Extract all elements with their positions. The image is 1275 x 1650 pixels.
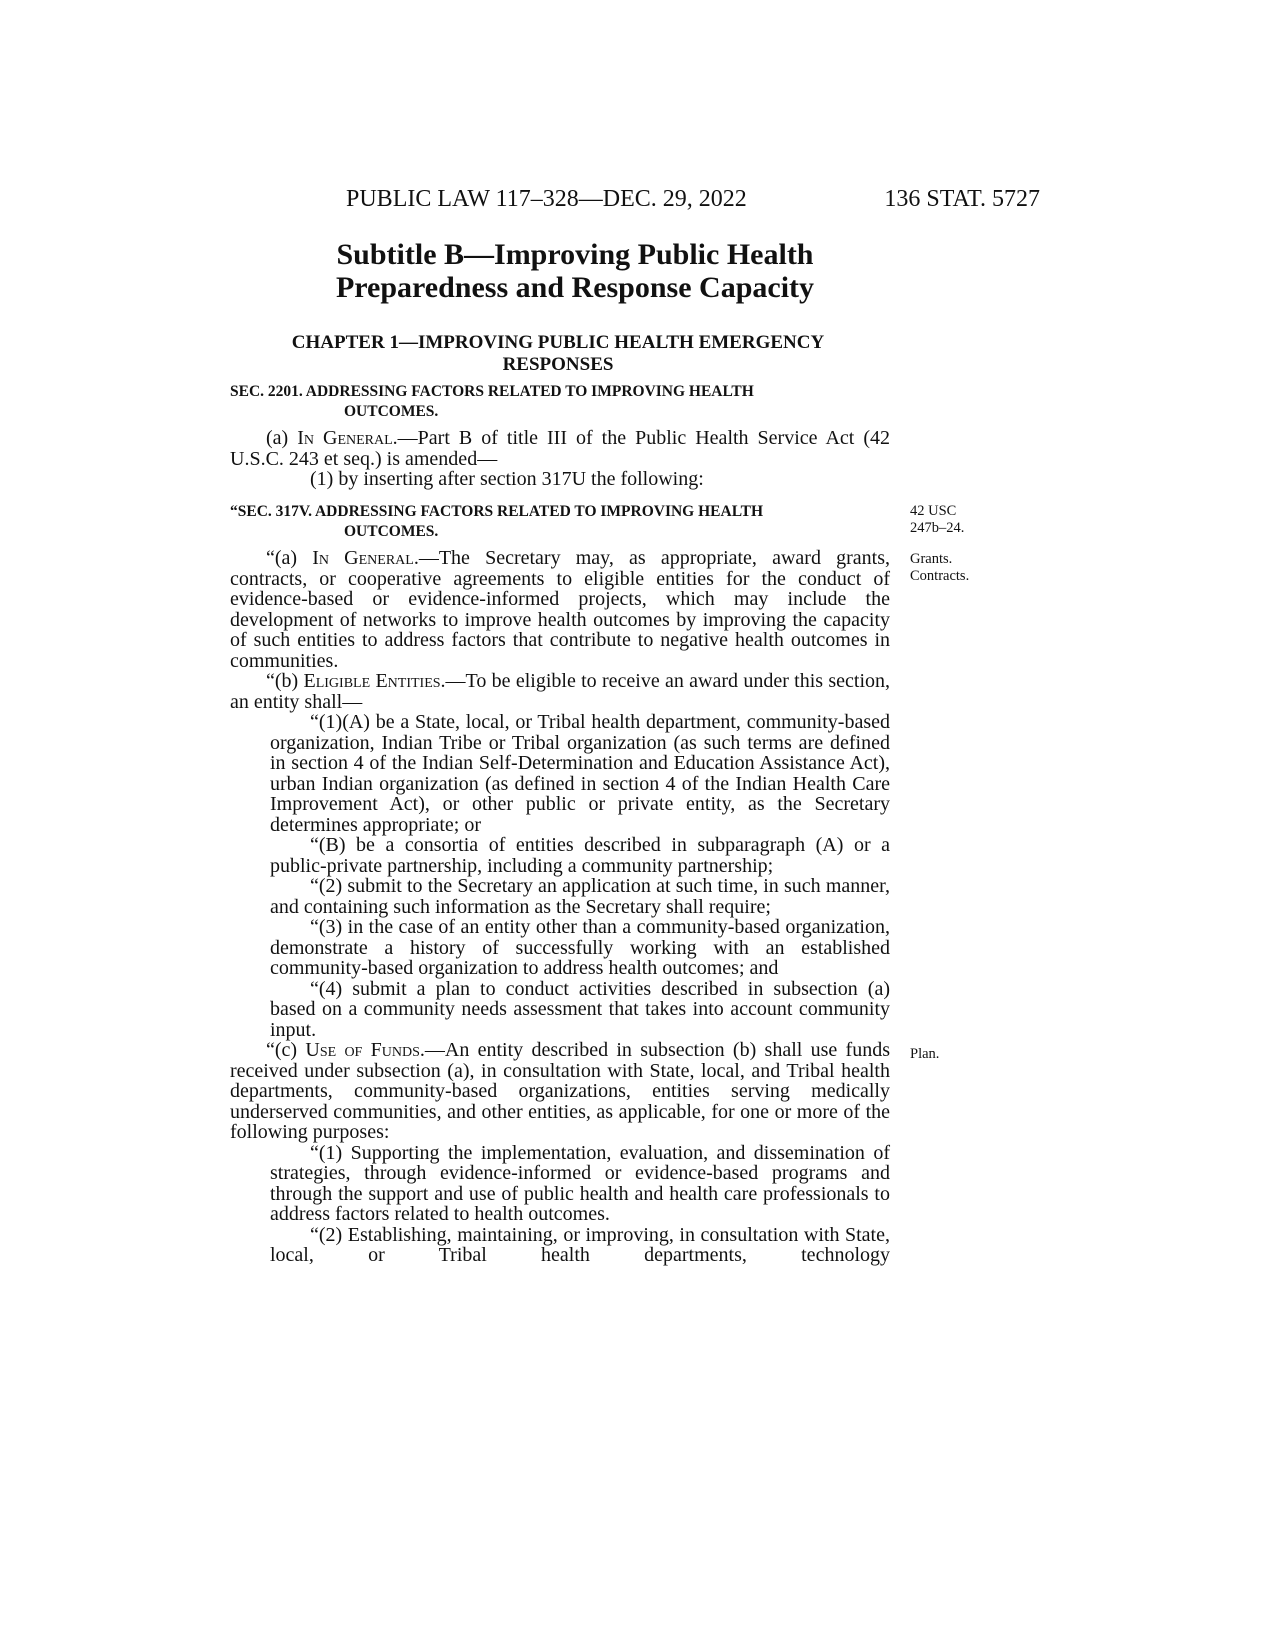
paragraph-c-2: “(2) Establishing, maintaining, or improving, in consultation with State, local, or Tribal health departments, technology bbox=[270, 1223, 890, 1266]
subparagraph-b-B: “(B) be a consortia of entities described in subparagraph (A) or a public-private partnership, including a community partnership; bbox=[270, 834, 890, 877]
paragraph-1-intro: (1) by inserting after section 317U the following: bbox=[310, 468, 704, 490]
section-317v-body bbox=[230, 548, 890, 1266]
chapter-heading bbox=[228, 332, 888, 376]
public-law-citation: PUBLIC LAW 117–328—DEC. 29, 2022 bbox=[346, 186, 747, 212]
chapter-line-1: CHAPTER 1—IMPROVING PUBLIC HEALTH EMERGENCY bbox=[291, 332, 825, 353]
chapter-line-2: RESPONSES bbox=[502, 354, 614, 375]
paragraph-b-4: “(4) submit a plan to conduct activities described in subsection (a) based on a community needs assessment that takes into account community input. bbox=[270, 977, 890, 1041]
usc-margin-note: 42 USC 247b–24. bbox=[910, 503, 965, 536]
section-317v-line-1: “SEC. 317V. ADDRESSING FACTORS RELATED TO IMPROVING HEALTH bbox=[230, 503, 764, 520]
paragraph-b-2: “(2) submit to the Secretary an application at such time, in such manner, and containing such information as the Secretary shall require; bbox=[270, 875, 890, 918]
paragraph-c-1: “(1) Supporting the implementation, evaluation, and dissemination of strategies, through evidence-informed or evidence-based programs and through the support and use of public health and health care professionals to address factors related to health outcomes. bbox=[270, 1141, 890, 1225]
subsection-b: “(b) Eligible Entities.—To be eligible to receive an award under this section, an entity shall— bbox=[230, 670, 890, 713]
section-317v-line-2: OUTCOMES. bbox=[344, 523, 439, 540]
paragraph-b-1-A: “(1)(A) be a State, local, or Tribal health department, community-based organization, Indian Tribe or Tribal organization (as such terms are defined in section 4 of the Indian Self-Determination and Education Assistance Act), urban Indian organization (as defined in section 4 of the Indian Health Care Improvement Act), or other public or private entity, as the Secretary determines appropriate; or bbox=[270, 711, 890, 836]
subsection-c: “(c) Use of Funds.—An entity described in subsection (b) shall use funds received under subsection (a), in consultation with State, local, and Tribal health departments, community-based organizations, entities serving medically underserved communities, and other entities, as applicable, for one or more of the following purposes: bbox=[230, 1039, 891, 1143]
subsection-a: “(a) In General.—The Secretary may, as appropriate, award grants, contracts, or cooperative agreements to eligible entities for the conduct of evidence-based or evidence-informed projects, which may include the development of networks to improve health outcomes by improving the capacity of such entities to address factors that contribute to negative health outcomes in communities. bbox=[230, 547, 890, 672]
subsection-a-intro: (a) In General.—Part B of title III of the Public Health Service Act (42 U.S.C. 243 et seq.) is amended— bbox=[230, 427, 890, 470]
running-header bbox=[300, 186, 1040, 216]
amendment-intro bbox=[230, 428, 890, 490]
section-317v-heading bbox=[230, 502, 890, 542]
stat-page-number: 136 STAT. 5727 bbox=[884, 186, 1040, 212]
subtitle-heading bbox=[230, 238, 920, 304]
section-2201-heading bbox=[230, 382, 890, 422]
paragraph-b-3: “(3) in the case of an entity other than a community-based organization, demonstrate a history of successfully working with an established community-based organization to address health outcomes; and bbox=[270, 916, 890, 979]
section-2201-line-1: SEC. 2201. ADDRESSING FACTORS RELATED TO IMPROVING HEALTH bbox=[230, 383, 754, 400]
subtitle-line-1: Subtitle B—Improving Public Health bbox=[336, 238, 814, 271]
subtitle-line-2: Preparedness and Response Capacity bbox=[335, 271, 815, 304]
grants-contracts-margin-note: Grants. Contracts. bbox=[910, 551, 970, 584]
section-2201-line-2: OUTCOMES. bbox=[344, 403, 439, 420]
plan-margin-note: Plan. bbox=[910, 1046, 940, 1062]
